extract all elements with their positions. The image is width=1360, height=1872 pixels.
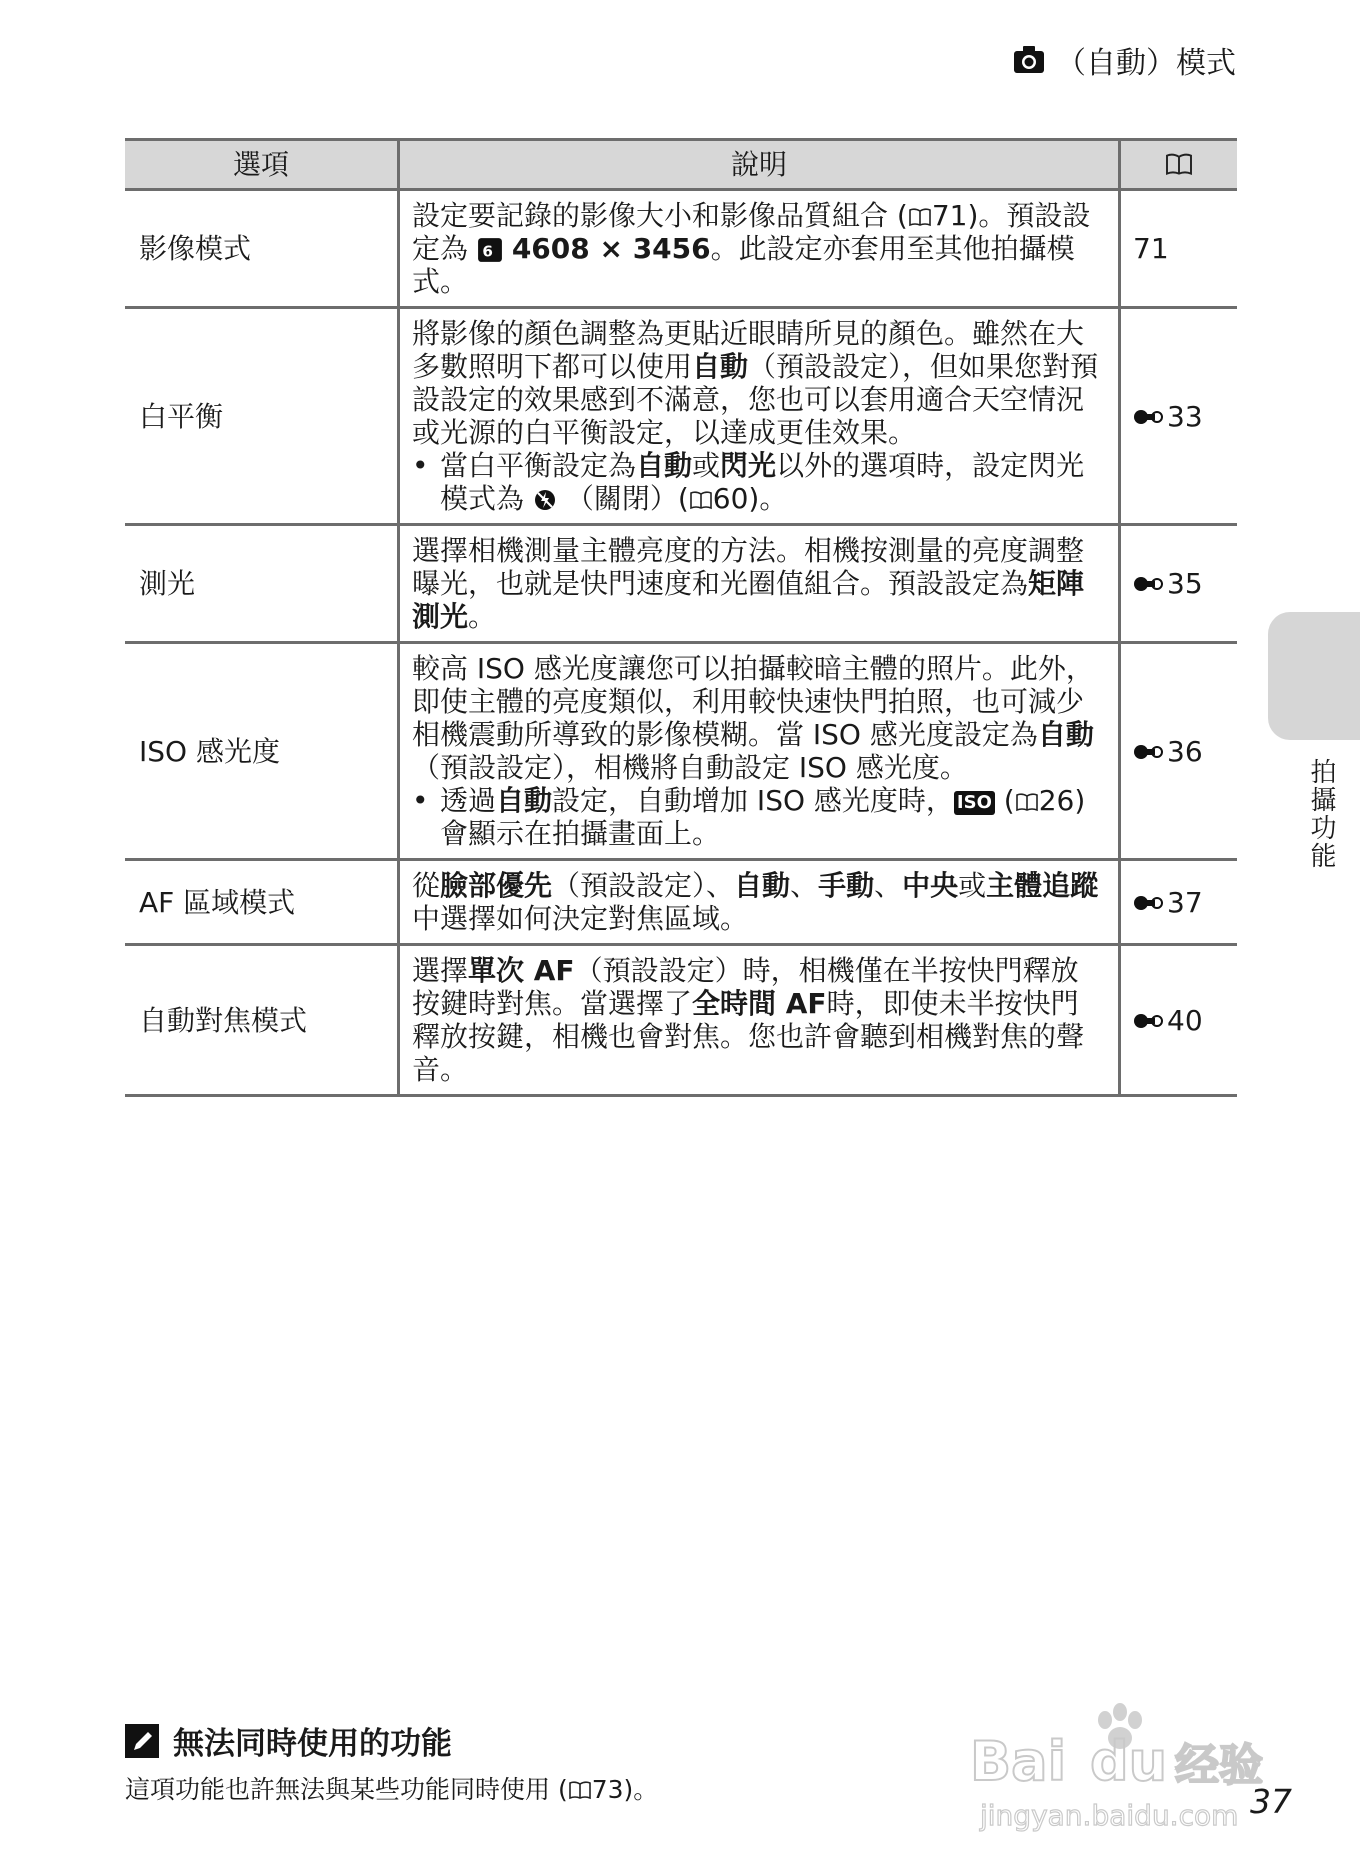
description-cell: 選擇相機測量主體亮度的方法。相機按測量的亮度調整曝光，也就是快門速度和光圈值組合。預設設定為矩陣測光。 xyxy=(399,525,1120,643)
option-cell: AF 區域模式 xyxy=(125,860,399,945)
svg-text:经验: 经验 xyxy=(1175,1740,1263,1791)
svg-text:du: du xyxy=(1090,1730,1168,1793)
svg-text:jingyan.baidu.com: jingyan.baidu.com xyxy=(980,1799,1239,1832)
description-cell: 較高 ISO 感光度讓您可以拍攝較暗主體的照片。此外，即使主體的亮度類似，利用較快速快門拍照，也可減少相機震動所導致的影像模糊。當 ISO 感光度設定為自動（預設設定），相機將自動設定 ISO 感光度。 • 透過自動設定，自動增加 ISO 感光度時， ISO ( 26)會顯示在拍攝畫面上。 xyxy=(399,643,1120,860)
description-cell: 將影像的顏色調整為更貼近眼睛所見的顏色。雖然在大多數照明下都可以使用自動（預設設定），但如果您對預設設定的效果感到不滿意，您也可以套用適合天空情況或光源的白平衡設定，以達成更佳效果。 • 當白平衡設定為自動或閃光以外的選項時，設定閃光模式為 （關閉）( 60)。 xyxy=(399,308,1120,525)
note-body: 這項功能也許無法與某些功能同時使用 ( 73)。 xyxy=(125,1775,659,1804)
reference-cell: 36 xyxy=(1120,643,1238,860)
reference-section-icon xyxy=(1133,1012,1167,1030)
description-cell: 從臉部優先（預設設定）、自動、手動、中央或主體追蹤中選擇如何決定對焦區域。 xyxy=(399,860,1120,945)
reference-cell: 33 xyxy=(1120,308,1238,525)
reference-cell: 71 xyxy=(1120,190,1238,308)
mode-title: （自動）模式 xyxy=(1056,46,1236,81)
book-icon xyxy=(1164,152,1194,176)
col-desc-header: 說明 xyxy=(399,140,1120,190)
table-row xyxy=(125,945,1237,1096)
reference-section-icon xyxy=(1133,894,1167,912)
iso-auto-icon: ISO xyxy=(954,791,995,815)
reference-section-icon xyxy=(1133,743,1167,761)
camera-icon xyxy=(1012,43,1046,77)
page-number: 37 xyxy=(1250,1782,1292,1821)
table-row xyxy=(125,643,1237,860)
note-title: 無法同時使用的功能 xyxy=(173,1726,452,1762)
settings-table xyxy=(125,138,1237,1097)
reference-cell: 40 xyxy=(1120,945,1238,1096)
reference-section-icon xyxy=(1133,408,1167,426)
book-icon xyxy=(689,490,713,510)
option-cell: 白平衡 xyxy=(125,308,399,525)
svg-text:6: 6 xyxy=(482,242,493,261)
description-cell: 選擇單次 AF（預設設定）時，相機僅在半按快門釋放按鍵時對焦。當選擇了全時間 AF時，即使未半按快門釋放按鍵，相機也會對焦。您也許會聽到相機對焦的聲音。 xyxy=(399,945,1120,1096)
table-row xyxy=(125,308,1237,525)
option-cell: 自動對焦模式 xyxy=(125,945,399,1096)
table-row xyxy=(125,190,1237,308)
description-cell: 設定要記錄的影像大小和影像品質組合 ( 71)。預設設定為 6 4608 × 3456。此設定亦套用至其他拍攝模式。 xyxy=(399,190,1120,308)
section-tab-label: 拍攝功能 xyxy=(1306,758,1336,870)
table-row xyxy=(125,860,1237,945)
table-row xyxy=(125,525,1237,643)
note-pencil-icon xyxy=(125,1724,159,1758)
svg-text:Bai: Bai xyxy=(970,1730,1067,1793)
book-icon xyxy=(1015,792,1039,812)
baidu-watermark xyxy=(960,1690,1280,1840)
option-cell: 影像模式 xyxy=(125,190,399,308)
book-icon xyxy=(568,1780,592,1800)
note-heading xyxy=(125,1718,452,1763)
reference-cell: 35 xyxy=(1120,525,1238,643)
section-tab xyxy=(1268,612,1360,740)
option-cell: ISO 感光度 xyxy=(125,643,399,860)
table-header-row xyxy=(125,140,1237,190)
col-option-header: 選項 xyxy=(125,140,399,190)
page-header xyxy=(1012,38,1236,82)
reference-cell: 37 xyxy=(1120,860,1238,945)
reference-section-icon xyxy=(1133,575,1167,593)
book-icon xyxy=(908,207,932,227)
image-size-icon xyxy=(477,237,503,263)
flash-off-icon xyxy=(533,488,557,512)
col-ref-header xyxy=(1120,140,1238,190)
option-cell: 測光 xyxy=(125,525,399,643)
